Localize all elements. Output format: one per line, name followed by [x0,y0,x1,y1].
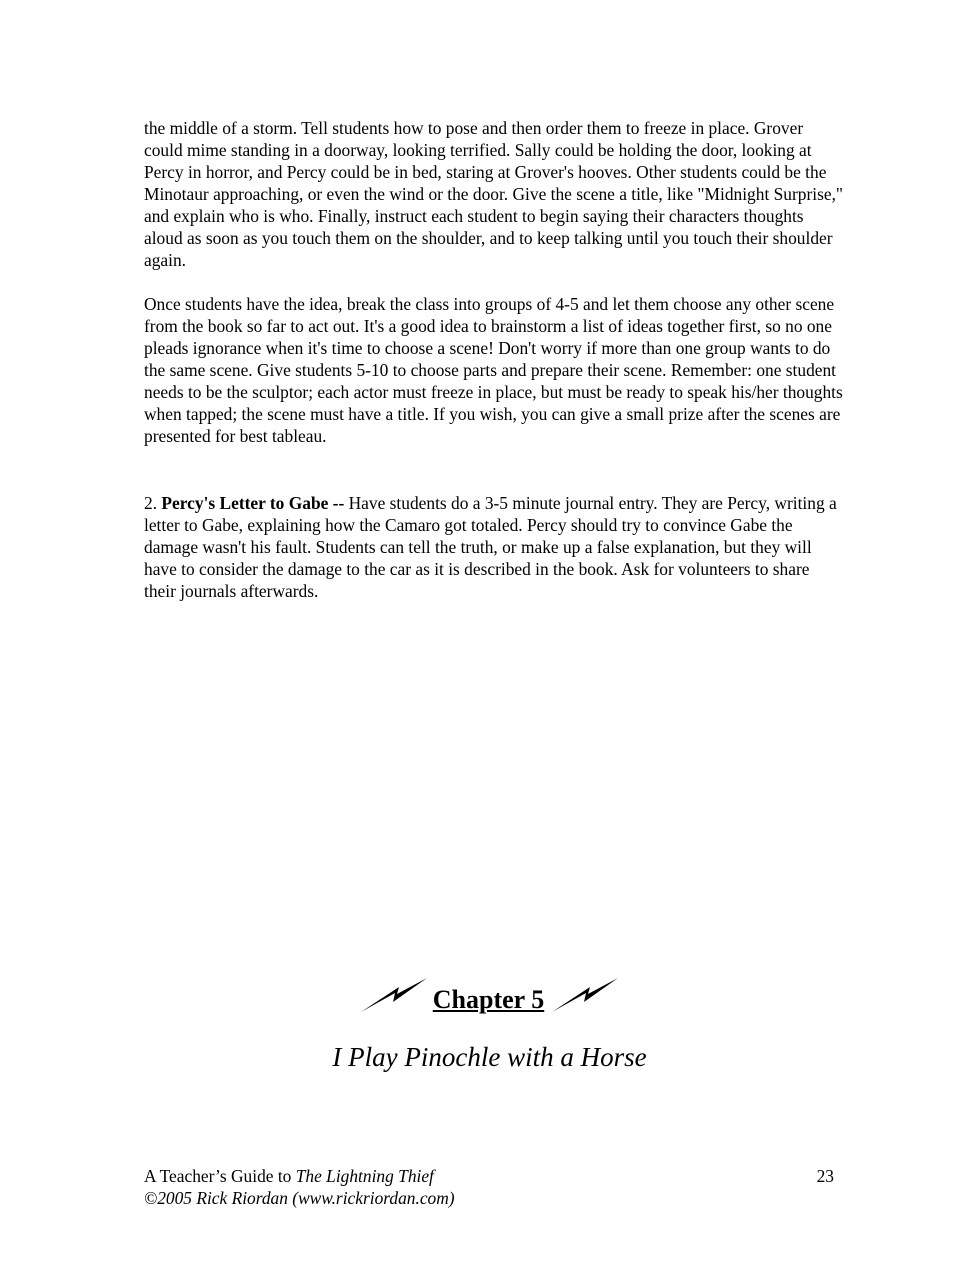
body-paragraph: Once students have the idea, break the class into groups of 4-5 and let them choose any other scene from the book so far to act out. It's a good idea to brainstorm a list of ideas together first, so no one pleads ignorance when it's time to choose a scene! Don't worry if more than one group wants to do the same scene. Give students 5-10 to choose parts and prepare their scene. Remember: one student needs to be the sculptor; each actor must freeze in place, but must be ready to speak his/her thoughts when tapped; the scene must have a title. If you wish, you can give a small prize after the scenes are presented for best tableau. [144,294,843,446]
lightning-bolt-icon [359,976,429,1014]
lightning-bolt-icon [550,976,620,1014]
page-number: 23 [816,1166,834,1186]
body-paragraph: the middle of a storm. Tell students how to pose and then order them to freeze in place. Grover could mime standing in a doorway, looking terrified. Sally could be holding the door, looking at Percy in horror, and Percy could be in bed, staring at Grover's hooves. Other students could be the Minotaur approaching, or even the wind or the door. Give the scene a title, like "Midnight Surprise," and explain who is who. Finally, instruct each student to begin saying their characters thoughts aloud as soon as you touch them on the shoulder, and to keep talking until you touch their shoulder again. [144,118,844,270]
chapter-subtitle: I Play Pinochle with a Horse [332,1042,647,1072]
activity-text: Have students do a 3-5 minute journal entry. They are Percy, writing a letter to Gabe, explaining how the Camaro got totaled. Percy should try to convince Gabe the damage wasn't his fault. Students can tell the truth, or make up a false explanation, but they will have to consider the damage to the car as it is described in the book. Ask for volunteers to share their journals afterwards. [144,493,837,601]
activity-title: Percy's Letter to Gabe -- [161,493,345,513]
activity-paragraph [144,492,844,602]
activity-number: 2. [144,493,158,513]
chapter-heading [0,975,979,1015]
footer [144,1165,455,1209]
chapter-title: Chapter 5 [432,985,545,1014]
footer-book-title: The Lightning Thief [295,1166,434,1186]
footer-guide-line [144,1165,455,1187]
footer-copyright: ©2005 Rick Riordan (www.rickriordan.com) [144,1188,455,1208]
footer-guide-prefix: A Teacher’s Guide to [144,1166,296,1186]
